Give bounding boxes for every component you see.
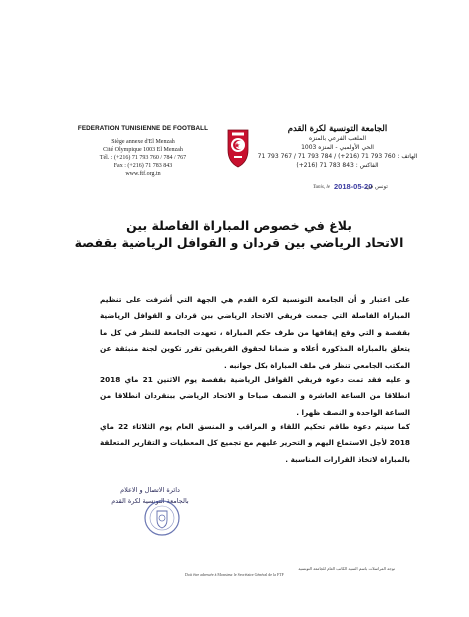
- fr-tel: Tél. : (+216) 71 793 760 / 784 / 767: [99, 155, 187, 161]
- ar-fax: الفاكس : 843 783 71 (216+): [296, 162, 379, 169]
- tunis-le-label: Tunis, le: [313, 185, 330, 190]
- fr-org-name: FEDERATION TUNISIENNE DE FOOTBALL: [77, 125, 209, 132]
- stamp-line-1: دائرة الاتصال و الاعلام: [120, 486, 180, 494]
- fr-fax: Fax : (+216) 71 783 843: [113, 163, 173, 169]
- stamp-line-2: بالجامعة التونسية لكرة القدم: [111, 497, 189, 505]
- fr-address-2: Cité Olympique 1003 El Menzah: [103, 147, 183, 153]
- french-letterhead: [68, 125, 218, 178]
- tunis-fi-label: تونس في: [366, 184, 388, 190]
- paragraph-2: و عليه فقد تمت دعوة فريقي القوافل الرياضية بقفصة يوم الاثنين 21 ماي 2018 انطلاقا من الساعة العاشرة و النصف صباحا و الاتحاد الرياضي ببنقردان انطلاقا من الساعة الواحدة و النصف ظهرا .: [100, 375, 410, 417]
- paragraph-3: كما سيتم دعوة طاقم تحكيم اللقاء و المراقب و المنسق العام يوم الثلاثاء 22 ماي 2018 لأجل الاستماع اليهم و التحرير عليهم مع تجميع كل المعطيات و التقارير المتعلقة بالمباراة لاتخاذ القرارات المناسبة .: [100, 422, 410, 464]
- footer-fr: Doit être adressée à Monsieur le Secrétaire Général de la FTF: [185, 572, 284, 577]
- ftf-logo: [225, 128, 251, 168]
- ar-org-name: الجامعة التونسية لكرة القدم: [287, 124, 388, 134]
- footer-note: [185, 566, 395, 578]
- ar-address-2: الحي الأولمبي - المنزه 1003: [301, 144, 374, 151]
- fr-web: www.ftf.org.tn: [125, 171, 161, 177]
- title-line-1: بلاغ في خصوص المباراة الفاصلة بين: [126, 218, 352, 233]
- paragraph-1: على اعتبار و أن الجامعة التونسية لكرة القدم هي الجهة التي أشرفت على تنظيم المباراة الفاصلة التي جمعت فريقي الاتحاد الرياضي ببن قردان و القوافل الرياضية بقفصة و التي وقع إيقافها من طرف حكم المباراة ، تعهدت الجامعة للنظر في كل ما يتعلق بالمباراة المذكورة أعلاه و ضمانا لحقوق الفريقين تقرر تكوين لجنة منبثقة عن المكتب الجامعي تنظر في ملف المباراة بكل جوانبه .: [100, 295, 410, 370]
- document-date: 2018-05-20: [334, 182, 373, 191]
- fr-address-1: Siège annexe d'El Menzah: [111, 139, 175, 145]
- title-line-2: الاتحاد الرياضي بين قردان و القوافل الرياضية بقفصة: [74, 235, 404, 250]
- arabic-letterhead: [255, 125, 420, 170]
- official-stamp: [143, 499, 181, 537]
- ar-address-1: الملعب الفرعي بالمنزه: [308, 135, 367, 142]
- footer-ar: توجه المراسلات باسم السيد الكاتب العام للجامعة التونسية: [298, 566, 395, 571]
- ar-tel: الهاتف : 760 793 71 (216+) / 784 793 71 / 767 793 71: [257, 153, 418, 160]
